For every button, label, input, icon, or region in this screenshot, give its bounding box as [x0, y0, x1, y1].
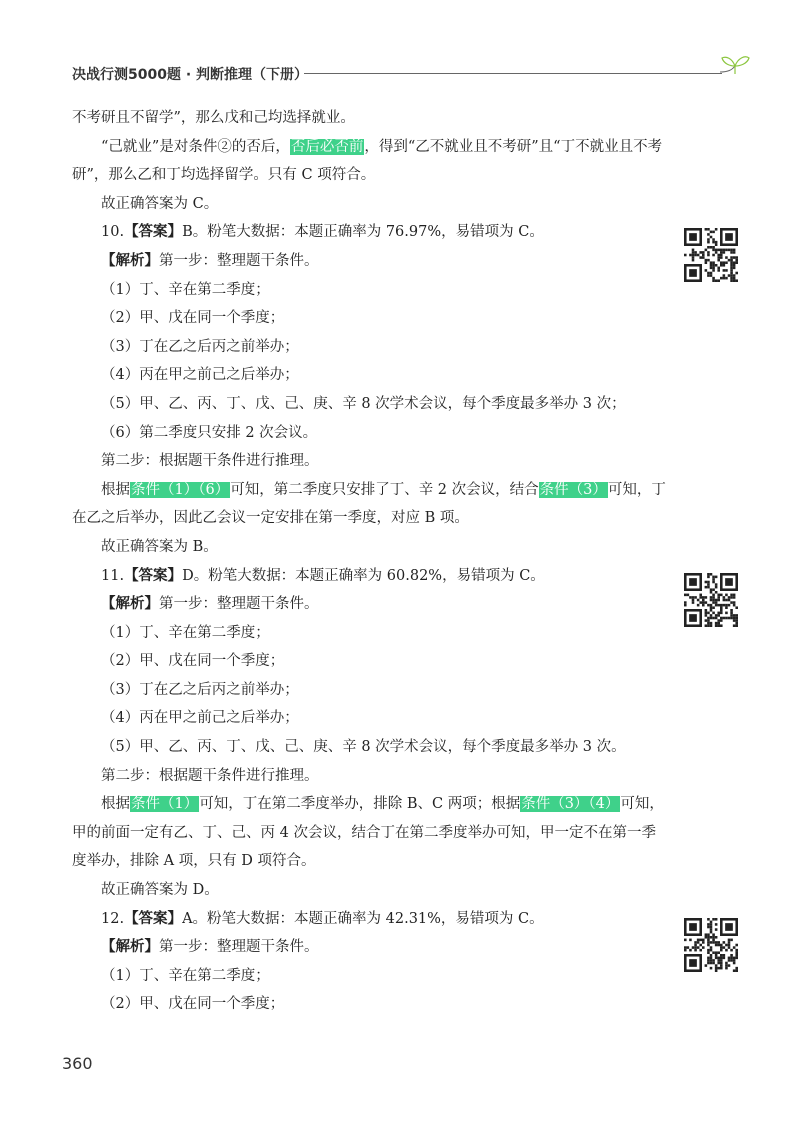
sprout-icon	[718, 50, 752, 80]
page-header	[72, 58, 752, 98]
answer-text: D。粉笔大数据：本题正确率为 60.82%，易错项为 C。	[182, 567, 545, 584]
qr-code-graphic	[684, 918, 738, 972]
condition: （1）丁、辛在第二季度；	[101, 624, 270, 641]
text-line: 不考研且不留学”，那么戊和己均选择就业。	[72, 110, 355, 126]
text-span: 根据	[101, 796, 130, 813]
question-number: 11.	[101, 567, 125, 584]
reasoning	[72, 476, 668, 533]
analysis-text: 第一步：整理题干条件。	[159, 596, 319, 613]
answer-tag: 【答案】	[124, 567, 183, 584]
answer-12	[72, 905, 668, 934]
highlight: 否后必否前	[290, 138, 364, 155]
condition: （2）甲、戊在同一个季度；	[101, 653, 285, 670]
solution-body	[72, 104, 668, 1019]
analysis-12	[72, 933, 668, 962]
text-span: 可知，第二季度只安排了丁、辛 2 次会议，结合	[230, 481, 539, 498]
qr-code-icon[interactable]	[684, 918, 738, 972]
analysis-10	[72, 247, 668, 276]
condition: （4）丙在甲之前己之后举办；	[101, 367, 299, 384]
analysis-tag: 【解析】	[101, 252, 159, 269]
highlight: 条件（3）	[539, 481, 607, 498]
text-span: 可知，丁在乙之后举办，因此乙会议一定安排在第一季度，对应 B 项。	[72, 481, 666, 527]
page-number: 360	[62, 1054, 93, 1073]
header-rule	[304, 73, 722, 74]
text-line	[72, 133, 668, 190]
answer-11	[72, 562, 668, 591]
text-span: ，得到“乙不就业且不考研”且“丁不就业且不考研”，那么乙和丁均选择留学。只有 C 项符合。	[72, 138, 663, 184]
answer-10	[72, 218, 668, 247]
answer-text: B。粉笔大数据：本题正确率为 76.97%，易错项为 C。	[182, 224, 544, 241]
condition: （2）甲、戊在同一个季度；	[101, 310, 285, 327]
condition: （5）甲、乙、丙、丁、戊、己、庚、辛 8 次学术会议，每个季度最多举办 3 次。	[101, 739, 626, 756]
text-span: “己就业”是对条件②的否后，	[101, 138, 290, 155]
highlight: 条件（1）	[131, 796, 199, 813]
conclusion: 故正确答案为 C。	[101, 195, 219, 212]
book-title: 决战行测5000题 · 判断推理（下册）	[72, 67, 309, 83]
step-heading: 第二步：根据题干条件进行推理。	[101, 767, 319, 784]
qr-code-graphic	[684, 573, 738, 627]
answer-text: A。粉笔大数据：本题正确率为 42.31%，易错项为 C。	[182, 910, 544, 927]
analysis-tag: 【解析】	[101, 596, 159, 613]
conclusion: 故正确答案为 B。	[101, 538, 218, 555]
question-number: 12.	[101, 910, 125, 927]
analysis-tag: 【解析】	[101, 939, 159, 956]
analysis-11	[72, 590, 668, 619]
condition: （5）甲、乙、丙、丁、戊、己、庚、辛 8 次学术会议，每个季度最多举办 3 次；	[101, 395, 626, 412]
condition: （6）第二季度只安排 2 次会议。	[101, 424, 318, 441]
analysis-text: 第一步：整理题干条件。	[159, 252, 319, 269]
question-number: 10.	[101, 224, 125, 241]
highlight: 条件（3）（4）	[521, 796, 620, 813]
reasoning	[72, 790, 668, 876]
analysis-text: 第一步：整理题干条件。	[159, 939, 319, 956]
condition: （3）丁在乙之后丙之前举办；	[101, 681, 299, 698]
condition: （4）丙在甲之前己之后举办；	[101, 710, 299, 727]
condition: （1）丁、辛在第二季度；	[101, 967, 270, 984]
answer-tag: 【答案】	[124, 224, 183, 241]
qr-code-graphic	[684, 228, 738, 282]
condition: （3）丁在乙之后丙之前举办；	[101, 338, 299, 355]
condition: （1）丁、辛在第二季度；	[101, 281, 270, 298]
text-span: 可知，甲的前面一定有乙、丁、己、丙 4 次会议，结合丁在第二季度举办可知，甲一定不在第一季度举办，排除 A 项，只有 D 项符合。	[72, 796, 664, 870]
condition: （2）甲、戊在同一个季度；	[101, 996, 285, 1013]
qr-code-icon[interactable]	[684, 228, 738, 282]
highlight: 条件（1）（6）	[131, 481, 230, 498]
conclusion: 故正确答案为 D。	[101, 882, 219, 899]
text-span: 根据	[101, 481, 130, 498]
text-span: 可知，丁在第二季度举办，排除 B、C 两项；根据	[199, 796, 521, 813]
qr-code-icon[interactable]	[684, 573, 738, 627]
step-heading: 第二步：根据题干条件进行推理。	[101, 453, 319, 470]
answer-tag: 【答案】	[124, 910, 183, 927]
